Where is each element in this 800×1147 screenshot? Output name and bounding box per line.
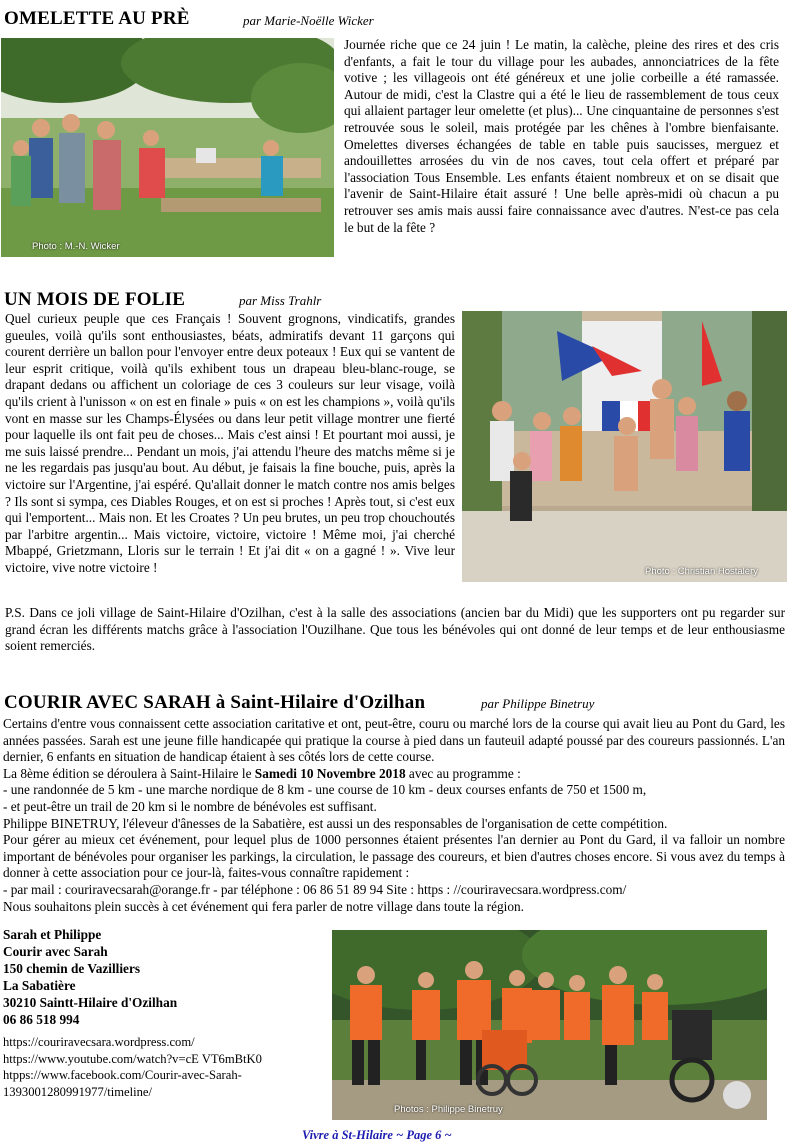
event-date: Samedi 10 Novembre 2018 bbox=[254, 765, 406, 781]
article2-photo-credit: Photo : Christian Hostaléry bbox=[645, 566, 758, 577]
article2-title: UN MOIS DE FOLIE bbox=[4, 289, 186, 310]
article3-photo-credit: Photos : Philippe Binetruy bbox=[394, 1104, 503, 1115]
web-links bbox=[3, 1034, 323, 1100]
contact-address bbox=[3, 926, 323, 1028]
article2-text-column bbox=[5, 311, 455, 577]
address-line: La Sabatière bbox=[3, 978, 76, 993]
address-line: 30210 Saintt-Hilaire d'Ozilhan bbox=[3, 995, 178, 1010]
running-photo bbox=[332, 930, 767, 1120]
address-line: 06 86 518 994 bbox=[3, 1012, 80, 1027]
link-facebook-cont[interactable]: 1393001280991977/timeline/ bbox=[3, 1084, 153, 1099]
article1-title: OMELETTE AU PRÈ bbox=[4, 8, 190, 29]
football-photo bbox=[462, 311, 787, 582]
article3-author: par Philippe Binetruy bbox=[481, 696, 595, 711]
link-wordpress[interactable]: https://couriravecsara.wordpress.com/ bbox=[3, 1035, 195, 1049]
article3-para2: Philippe BINETRUY, l'éleveur d'ânesses de la Sabatière, est aussi un des responsables de l'organisation de cette compétition. bbox=[3, 815, 668, 831]
address-line: Sarah et Philippe bbox=[3, 927, 102, 942]
article3-program-line1: - une randonnée de 5 km - une marche nordique de 8 km - une course de 10 km - deux courses enfants de 750 et 1500 m, bbox=[3, 782, 647, 798]
article2-ps: P.S. Dans ce joli village de Saint-Hilaire d'Ozilhan, c'est à la salle des associations (ancien bar du Midi) que les supporters ont pu regarder sur grand écran les différents matchs grâce à l'association l'Ouzilhane. Que tous les bénévoles qui ont donné de leur temps et de leur enthousiasme soient remerciés. bbox=[5, 605, 785, 654]
address-line: Courir avec Sarah bbox=[3, 944, 108, 959]
article3-para3: Pour gérer au mieux cet événement, pour lequel plus de 1000 personnes étaient présentes l'an dernier au Pont du Gard, il va falloir un nombre important de bénévoles pour organiser les parkings, la circulation, le passage des coureurs, et bien d'autres choses encore. Si vous avez du temps à donner à cette association pour ce jour-là, faites-vous connaître rapidement : bbox=[3, 832, 785, 881]
omelette-photo bbox=[1, 38, 334, 257]
page-footer: Vivre à St-Hilaire ~ Page 6 ~ bbox=[302, 1128, 452, 1142]
article3-contact: - par mail : couriravecsarah@orange.fr - par téléphone : 06 86 51 89 94 Site : https : //couriravecsara.wordpress.com/ bbox=[3, 881, 627, 897]
article3-closing: Nous souhaitons plein succès à cet événement qui fera parler de notre village dans toute la région. bbox=[3, 898, 524, 914]
article2-text: Quel curieux peuple que ces Français ! Souvent grognons, vindicatifs, grandes gueules, voilà qu'ils sont enthousiastes, béats, admiratifs devant 11 garçons qui courent derrière un ballon pour l'envoyer entre deux poteaux ! Eux qui se vantent de leur esprit critique, voilà qu'ils exhibent tous un drapeau bleu-blanc-rouge, se drapant dedans ou affichent un coloriage de ces 3 couleurs sur leur visage, voilà qu'ils crient à l'unisson « on est en finale » puis « on est les champions », voilà qu'ils vont en masse sur les Champs-Élysées ou dans leur petit village montrer une fierté pour laquelle ils ont fait peu de choses... Mais c'est ainsi ! Et pourtant moi aussi, je me suis laissé prendre... Pendant un mois, j'ai attendu l'heure des matchs même si je ne les regardais pas jusqu'au bout. Au début, je faisais la fine bouche, puis, après la victoire sur l'Argentine, j'ai espéré. Qu'allait donner le match contre nos amis belges ? Ils sont si sympa, ces Diables Rouges, et on est si proches ! Après tout, si c'est eux qui l'emportent... Mais non. Et les Croates ? Un peu brutes, un peu trop chouchoutés par l'arbitre argentin... Mais victoire, victoire, victoire ! Même moi, j'ai cherché Mbappé, Grietzmann, Lloris sur le terrain ! Et j'ai dit « on a gagné ! ». Vive leur victoire, vive notre victoire ! bbox=[5, 311, 455, 575]
article3-intro: Certains d'entre vous connaissent cette association caritative et ont, peut-être, couru ou marché lors de la course qui avait lieu au Pont du Gard, les années passées. Sarah est une jeune fille handicapée qui pratique la course à pied dans un fauteuil adapté poussé par des coureurs passionnés. L'an dernier, 6 enfants en situation de handicap étaient à ses côtés lors de cette course. bbox=[3, 716, 785, 765]
article3-program-line2: - et peut-être un trail de 20 km si le nombre de bénévoles est suffisant. bbox=[3, 798, 377, 814]
article3-body bbox=[3, 716, 785, 915]
article3-edition: La 8ème édition se déroulera à Saint-Hilaire le Samedi 10 Novembre 2018 avec au programme : bbox=[3, 765, 521, 781]
link-youtube[interactable]: https://www.youtube.com/watch?v=cE VT6mBtK0 bbox=[3, 1051, 262, 1066]
article1-text: Journée riche que ce 24 juin ! Le matin, la calèche, pleine des rires et des cris d'enfants, a fait le tour du village pour les aubades, annonciatrices de la fête votive ; les villageois ont été généreux et une jolie corbeille a été ramassée. Autour de midi, c'est la Clastre qui a été le lieu de rassemblement de tous ceux qui allaient partager leur omelette (et plus)... Une cinquantaine de personnes s'est retrouvée sous le soleil, mais protégée par les chênes à l'ombre bienfaisante. Omelettes diverses échangées de table en table puis saucisses, merguez et andouillettes arrosées du vin de nos caves, tout cela offert et préparé par l'association Tous Ensemble. Les enfants étaient nombreux et on se disait que l'avenir de Saint-Hilaire était assuré ! Une belle après-midi où chacun a pu retrouver ses amis mais aussi faire connaissance avec d'autres. N'est-ce pas cela le but de la fête ? bbox=[344, 37, 779, 235]
link-facebook[interactable]: htpps://www.facebook.com/Courir-avec-Sarah- bbox=[3, 1068, 242, 1082]
article3-title: COURIR AVEC SARAH à Saint-Hilaire d'Ozilhan bbox=[4, 692, 426, 713]
article2-author: par Miss Trahlr bbox=[239, 293, 322, 308]
address-line: 150 chemin de Vazilliers bbox=[3, 961, 141, 976]
article1-photo-credit: Photo : M.-N. Wicker bbox=[32, 241, 120, 252]
article1-author: par Marie-Noëlle Wicker bbox=[243, 13, 374, 28]
